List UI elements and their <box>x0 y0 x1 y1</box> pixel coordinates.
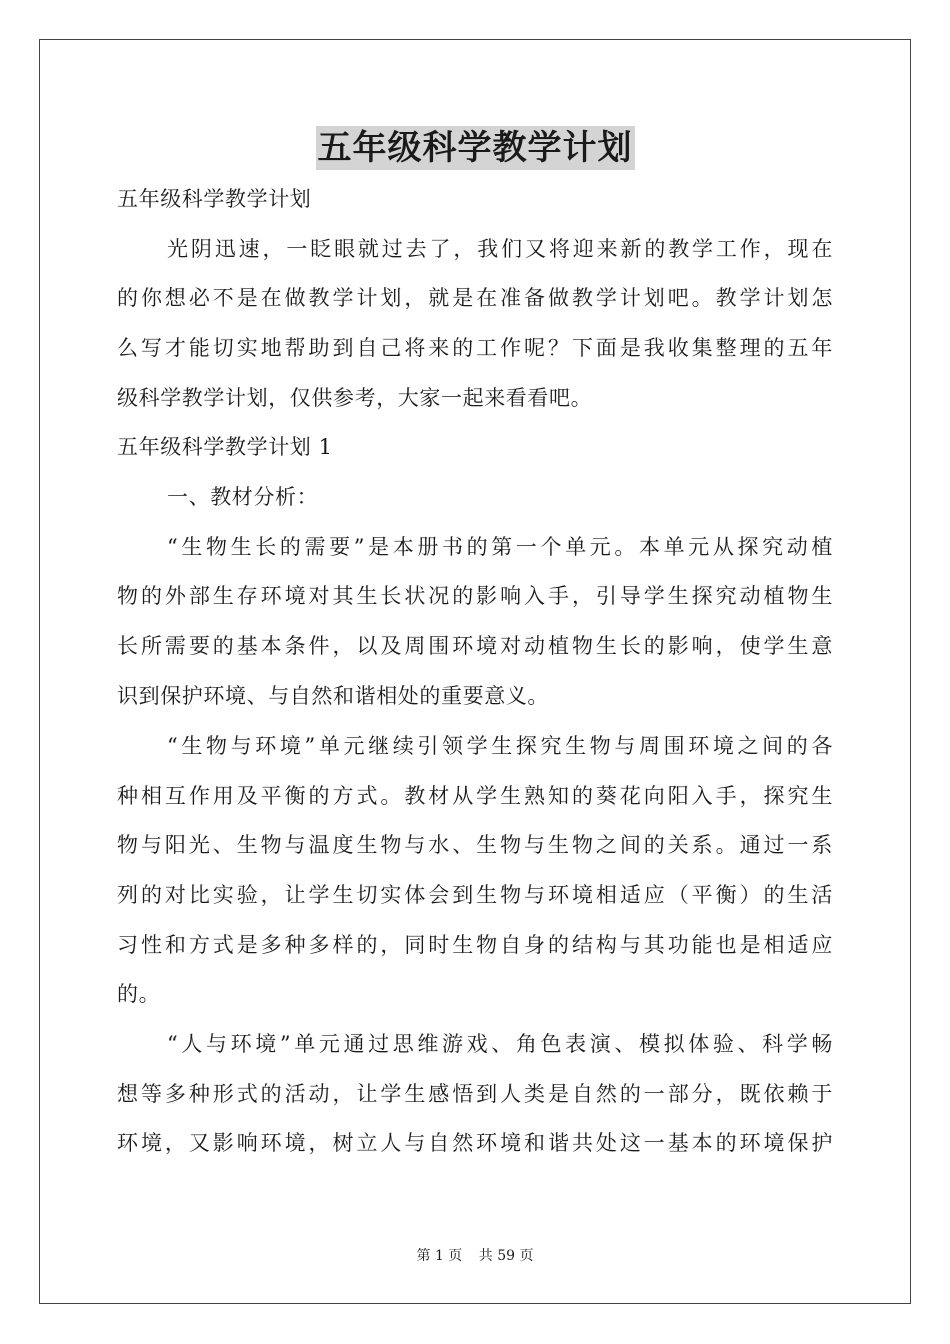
subtitle: 五年级科学教学计划 <box>117 187 312 211</box>
content-line <box>117 930 833 960</box>
content-line <box>117 532 833 562</box>
paragraph-line: 识到保护环境、与自然和谐相处的重要意义。 <box>117 684 549 708</box>
content-line <box>117 184 833 214</box>
content-line <box>117 731 833 761</box>
document-title: 五年级科学教学计划 <box>317 128 633 168</box>
content-line <box>117 1128 833 1158</box>
paragraph-line: 的你想必不是在做教学计划，就是在准备做教学计划吧。教学计划怎 <box>117 286 833 310</box>
paragraph-line: “生物生长的需要”是本册书的第一个单元。本单元从探究动植 <box>167 535 833 559</box>
page-total: 共 59 页 <box>478 1248 534 1264</box>
paragraph-line: 光阴迅速，一眨眼就过去了，我们又将迎来新的教学工作，现在 <box>167 237 833 261</box>
paragraph-line: 想等多种形式的活动，让学生感悟到人类是自然的一部分，既依赖于 <box>117 1082 833 1106</box>
page-border <box>39 39 911 1304</box>
content-line <box>117 1079 833 1109</box>
paragraph-line: 环境，又影响环境，树立人与自然环境和谐共处这一基本的环境保护 <box>117 1131 833 1155</box>
content-line <box>117 781 833 811</box>
content-line <box>117 830 833 860</box>
paragraph-line: 的。 <box>117 982 161 1006</box>
paragraph-line: 物与阳光、生物与温度生物与水、生物与生物之间的关系。通过一系 <box>117 833 833 857</box>
paragraph-line: 种相互作用及平衡的方式。教材从学生熟知的葵花向阳入手，探究生 <box>117 784 833 808</box>
subsection-heading: 一、教材分析： <box>167 485 319 509</box>
content-line <box>117 1029 833 1059</box>
paragraph-line: 么写才能切实地帮助到自己将来的工作呢？下面是我收集整理的五年 <box>117 336 833 360</box>
content-line <box>117 432 833 462</box>
content-line <box>117 880 833 910</box>
title-block <box>0 126 950 170</box>
page-footer <box>0 1246 950 1266</box>
paragraph-line: 习性和方式是多种多样的，同时生物自身的结构与其功能也是相适应 <box>117 933 833 957</box>
paragraph-line: “生物与环境”单元继续引领学生探究生物与周围环境之间的各 <box>167 734 833 758</box>
paragraph-line: 物的外部生存环境对其生长状况的影响入手，引导学生探究动植物生 <box>117 584 833 608</box>
paragraph-line: 长所需要的基本条件，以及周围环境对动植物生长的影响，使学生意 <box>117 634 833 658</box>
content-line <box>117 681 833 711</box>
paragraph-line: 列的对比实验，让学生切实体会到生物与环境相适应（平衡）的生活 <box>117 883 833 907</box>
section-heading: 五年级科学教学计划 1 <box>117 435 333 459</box>
content-line <box>117 631 833 661</box>
content-line <box>117 482 833 512</box>
page-number: 第 1 页 <box>416 1248 463 1264</box>
content-line <box>117 234 833 264</box>
content-line <box>117 283 833 313</box>
content-line <box>117 333 833 363</box>
content-line <box>117 383 833 413</box>
content-line <box>117 581 833 611</box>
content-line <box>117 979 833 1009</box>
paragraph-line: “人与环境”单元通过思维游戏、角色表演、模拟体验、科学畅 <box>167 1032 833 1056</box>
paragraph-line: 级科学教学计划，仅供参考，大家一起来看看吧。 <box>117 386 593 410</box>
